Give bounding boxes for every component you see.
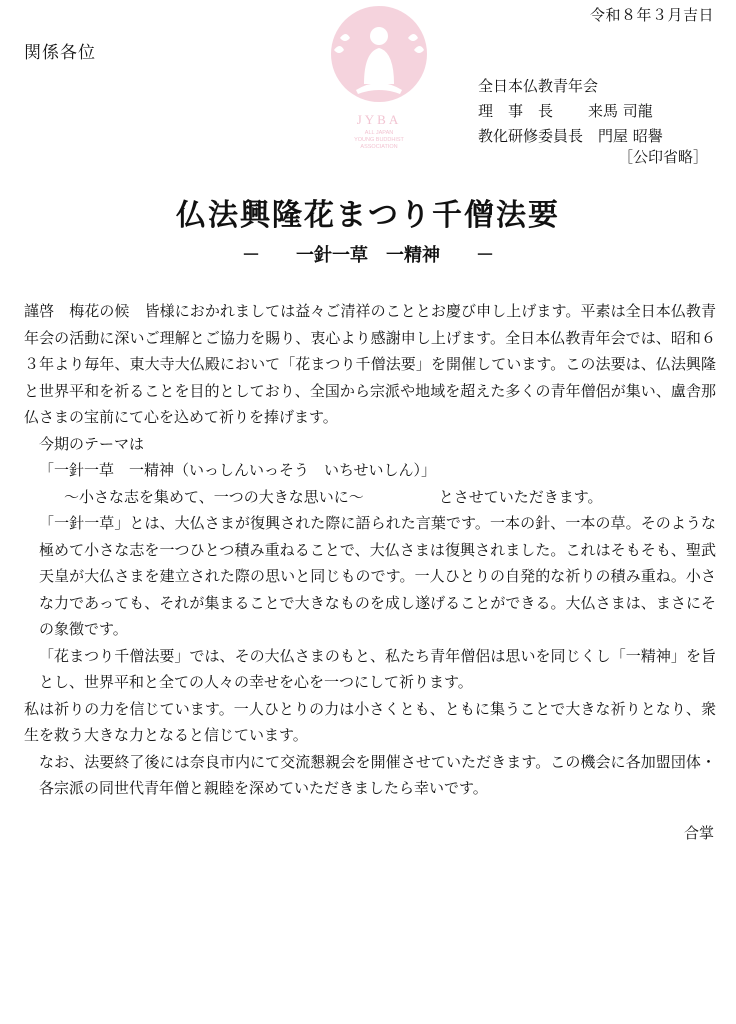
logo-org-en-1: ALL JAPAN (364, 130, 394, 136)
document-subtitle: － 一針一草 一精神 － (242, 245, 494, 266)
sender-name: 門屋 昭譽 (598, 127, 663, 145)
sender-block (478, 74, 663, 149)
document-title: 仏法興隆花まつり千僧法要 (176, 198, 560, 233)
body-paragraph: 「一針一草」とは、大仏さまが復興された際に語られた言葉です。一本の針、一本の草。そのような極めて小さな志を一つひとつ積み重ねることで、大仏さまは復興されました。これはそもそも、聖武天皇が大仏さまを建立された際の思いと同じものです。一人ひとりの自発的な祈りの積み重ね。小さな力であっても、それが集まることで大きなものを成し遂げることができる。大仏さまは、まさにその象徴です。 (39, 514, 716, 638)
logo-abbrev: JYBA (356, 112, 402, 127)
sender-role: 教化研修委員長 (478, 127, 584, 145)
logo-org-en-3: ASSOCIATION (360, 144, 398, 150)
body-paragraph: 今期のテーマは (39, 434, 145, 453)
body-paragraph: 謹啓 梅花の候 皆様におかれましては益々ご清祥のこととお慶び申し上げます。平素は全日本仏教青年会の活動に深いご理解とご協力を賜り、衷心より感謝申し上げます。全日本仏教青年会では、昭和６３年より毎年、東大寺大仏殿において「花まつり千僧法要」を開催しています。この法要は、仏法興隆と世界平和を祈ることを目的としており、全国から宗派や地域を超えた多くの青年僧侶が集い、盧舎那仏さまの宝前にて心を込めて祈りを捧げます。 (24, 302, 716, 426)
theme-line: 「一針一草 一精神（いっしんいっそう いちせいしん）」 (39, 461, 437, 479)
jyba-logo (320, 2, 438, 152)
sender-row-chairman (478, 99, 663, 124)
seal-note: ［公印省略］ (617, 148, 708, 166)
body-paragraph: なお、法要終了後には奈良市内にて交流懇親会を開催させていただきます。この機会に各加盟団体・各宗派の同世代青年僧と親睦を深めていただきましたら幸いです。 (39, 752, 716, 797)
closing-gassho: 合掌 (683, 824, 714, 842)
letter-body (24, 298, 716, 802)
body-paragraph: 私は祈りの力を信じています。一人ひとりの力は小さくとも、ともに集うことで大きな祈りとなり、衆生を救う大きな力となると信じています。 (24, 699, 716, 744)
addressee: 関係各位 (24, 43, 96, 63)
body-paragraph: 「花まつり千僧法要」では、その大仏さまのもと、私たち青年僧侶は思いを同じくし「一精神」を旨とし、世界平和と全ての人々の幸せを心を一つにして祈ります。 (39, 646, 716, 691)
theme-subline: ～小さな志を集めて、一つの大きな思いに～ とさせていただきます。 (64, 487, 603, 506)
sender-role: 理事長 (478, 102, 569, 120)
sender-org: 全日本仏教青年会 (478, 77, 599, 95)
sender-name: 来馬 司龍 (588, 102, 653, 120)
logo-org-en-2: YOUNG BUDDHIST (354, 137, 404, 143)
document-date: 令和８年３月吉日 (589, 6, 714, 24)
